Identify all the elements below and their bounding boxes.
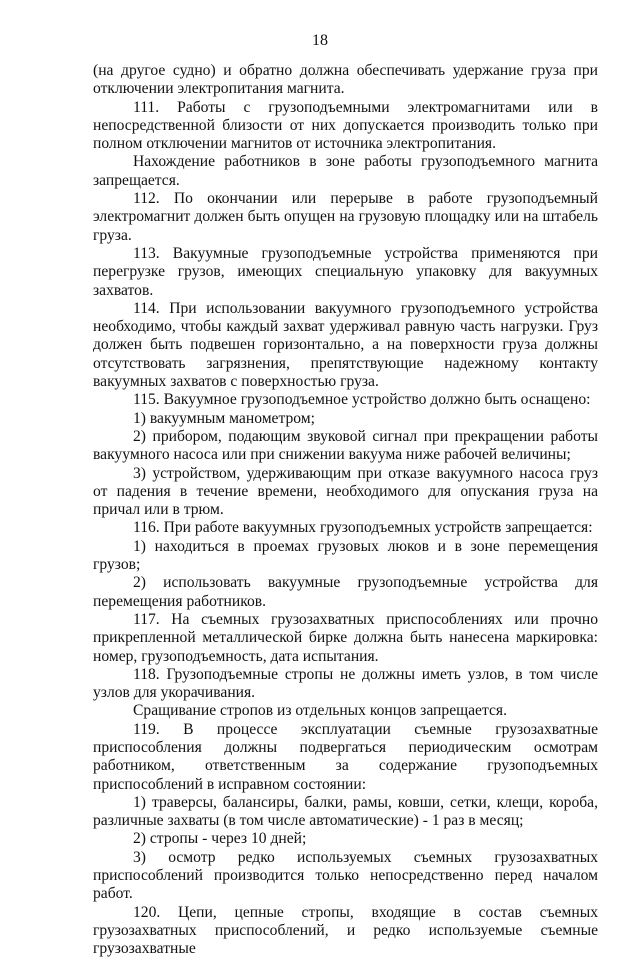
paragraph: 115. Вакуумное грузоподъемное устройство должно быть оснащено: xyxy=(133,391,591,409)
paragraph: (на другое судно) и обратно должна обеспечивать удержание груза при отключении электропитания магнита. xyxy=(93,62,598,98)
paragraph: 120. Цепи, цепные стропы, входящие в состав съемных грузозахватных приспособлений, и редко используемые съемные грузозахватные xyxy=(93,903,598,958)
paragraph: 1) находиться в проемах грузовых люков и в зоне перемещения грузов; xyxy=(93,537,598,574)
paragraph: 117. На съемных грузозахватных приспособлениях или прочно прикрепленной металлической бирке должна быть нанесена маркировка: номер, грузоподъемность, дата испытания. xyxy=(93,610,598,665)
paragraph: 1) вакуумным манометром; xyxy=(133,409,315,427)
paragraph: 2) прибором, подающим звуковой сигнал при прекращении работы вакуумного насоса или при снижении вакуума ниже рабочей величины; xyxy=(93,427,598,464)
paragraph: 2) стропы - через 10 дней; xyxy=(133,830,307,848)
paragraph: 3) осмотр редко используемых съемных грузозахватных приспособлений производится только непосредственно перед началом работ. xyxy=(93,848,598,903)
paragraph: 119. В процессе эксплуатации съемные грузозахватные приспособления должны подвергаться периодическим осмотрам работником, ответственным за содержание грузоподъемных приспособлений в исправном состоянии: xyxy=(93,720,598,793)
paragraph: 2) использовать вакуумные грузоподъемные устройства для перемещения работников. xyxy=(93,574,598,610)
paragraph: 116. При работе вакуумных грузоподъемных устройств запрещается: xyxy=(133,519,593,537)
page-number: 18 xyxy=(312,32,328,49)
paragraph: 118. Грузоподъемные стропы не должны иметь узлов, в том числе узлов для укорачивания. xyxy=(93,665,598,702)
paragraph: Сращивание стропов из отдельных концов запрещается. xyxy=(133,702,507,720)
paragraph: 3) устройством, удерживающим при отказе вакуумного насоса груз от падения в течение времени, необходимого для опускания груза на причал или в трюм. xyxy=(93,464,598,519)
paragraph: 114. При использовании вакуумного грузоподъемного устройства необходимо, чтобы каждый захват удерживал равную часть нагрузки. Груз должен быть подвешен горизонтально, а на поверхности груза должны отсутствовать загрязнения, препятствующие надежному контакту вакуумных захватов с поверхностью груза. xyxy=(93,299,598,391)
paragraph: 111. Работы с грузоподъемными электромагнитами или в непосредственной близости от них допускается производить только при полном отключении магнитов от источника электропитания. xyxy=(93,98,598,153)
paragraph: Нахождение работников в зоне работы грузоподъемного магнита запрещается. xyxy=(93,153,598,189)
paragraph: 1) траверсы, балансиры, балки, рамы, ковши, сетки, клещи, короба, различные захваты (в том числе автоматические) - 1 раз в месяц; xyxy=(93,793,598,830)
document-body xyxy=(93,62,598,959)
paragraph: 112. По окончании или перерыве в работе грузоподъемный электромагнит должен быть опущен на грузовую площадку или на штабель груза. xyxy=(93,190,598,244)
paragraph: 113. Вакуумные грузоподъемные устройства применяются при перегрузке грузов, имеющих специальную упаковку для вакуумных захватов. xyxy=(93,244,598,299)
